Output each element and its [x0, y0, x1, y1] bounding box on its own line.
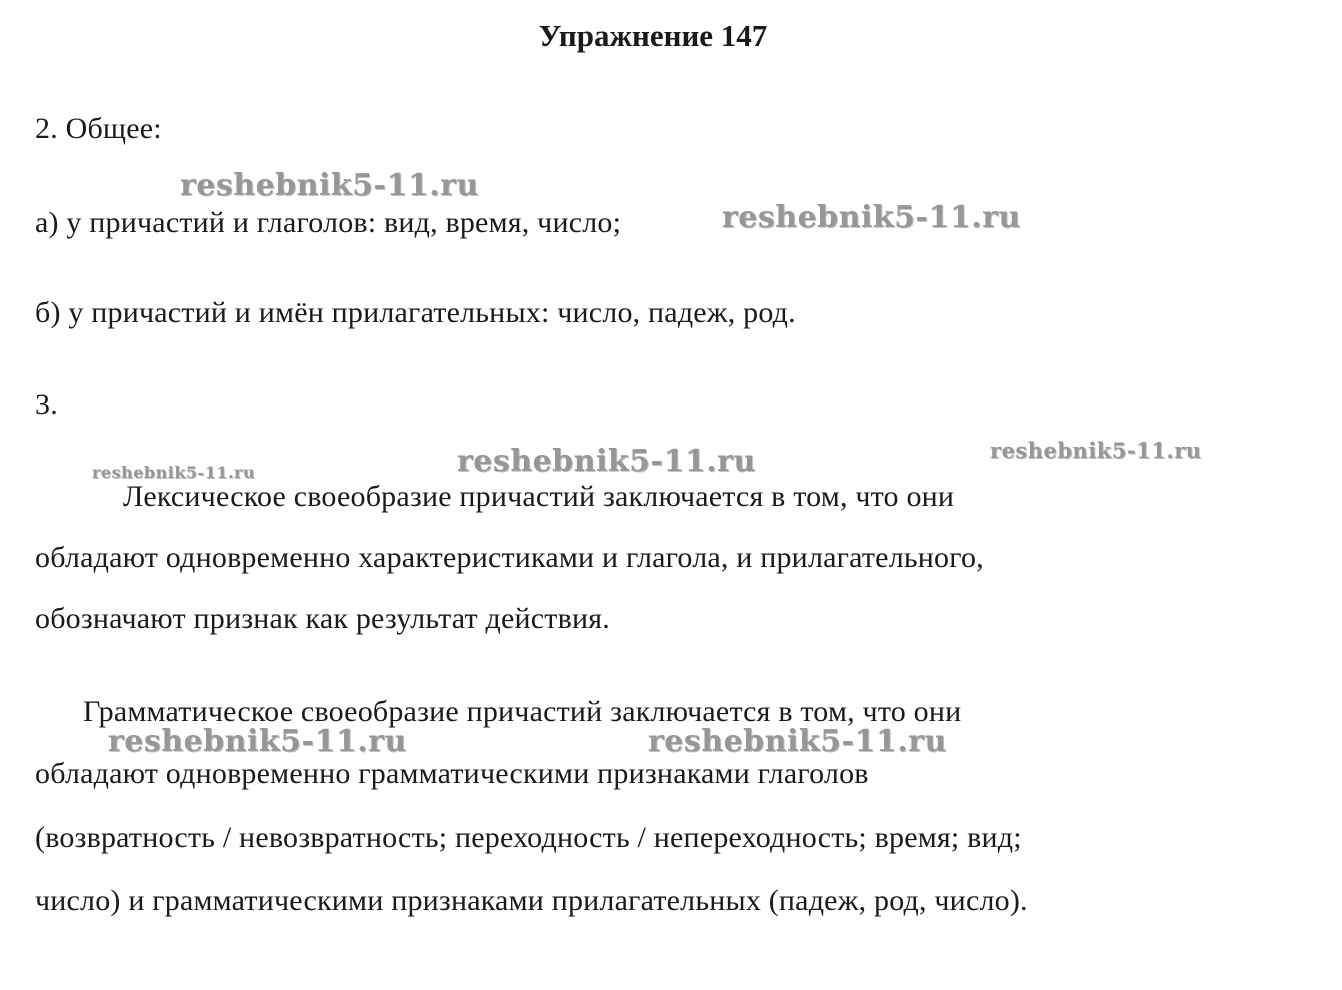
paragraph-2-line-4: число) и грамматическими признаками прилагательных (падеж, род, число).: [35, 884, 1028, 917]
item-a: а) у причастий и глаголов: вид, время, число;: [35, 206, 622, 239]
paragraph-2-line-3: (возвратность / невозвратность; переходность / непереходность; время; вид;: [35, 821, 1022, 854]
page-title: Упражнение 147: [538, 18, 768, 53]
watermark: reshebnik5-11.ru: [108, 724, 407, 759]
paragraph-2-line-1: Грамматическое своеобразие причастий заключается в том, что они: [83, 695, 962, 728]
paragraph-2-line-2: обладают одновременно грамматическими признаками глаголов: [35, 757, 869, 790]
paragraph-1-line-2: обладают одновременно характеристиками и глагола, и прилагательного,: [35, 541, 984, 574]
watermark: reshebnik5-11.ru: [990, 438, 1202, 463]
paragraph-1-line-1: Лексическое своеобразие причастий заключается в том, что они: [123, 480, 955, 513]
watermark: reshebnik5-11.ru: [457, 444, 756, 479]
watermark: reshebnik5-11.ru: [648, 724, 947, 759]
paragraph-1-line-3: обозначают признак как результат действия.: [35, 602, 610, 635]
section-2-heading: 2. Общее:: [35, 112, 162, 145]
item-b: б) у причастий и имён прилагательных: число, падеж, род.: [35, 296, 796, 329]
watermark: reshebnik5-11.ru: [722, 200, 1021, 235]
watermark: reshebnik5-11.ru: [180, 168, 479, 203]
watermark: reshebnik5-11.ru: [92, 463, 256, 482]
section-3-heading: 3.: [35, 388, 58, 421]
